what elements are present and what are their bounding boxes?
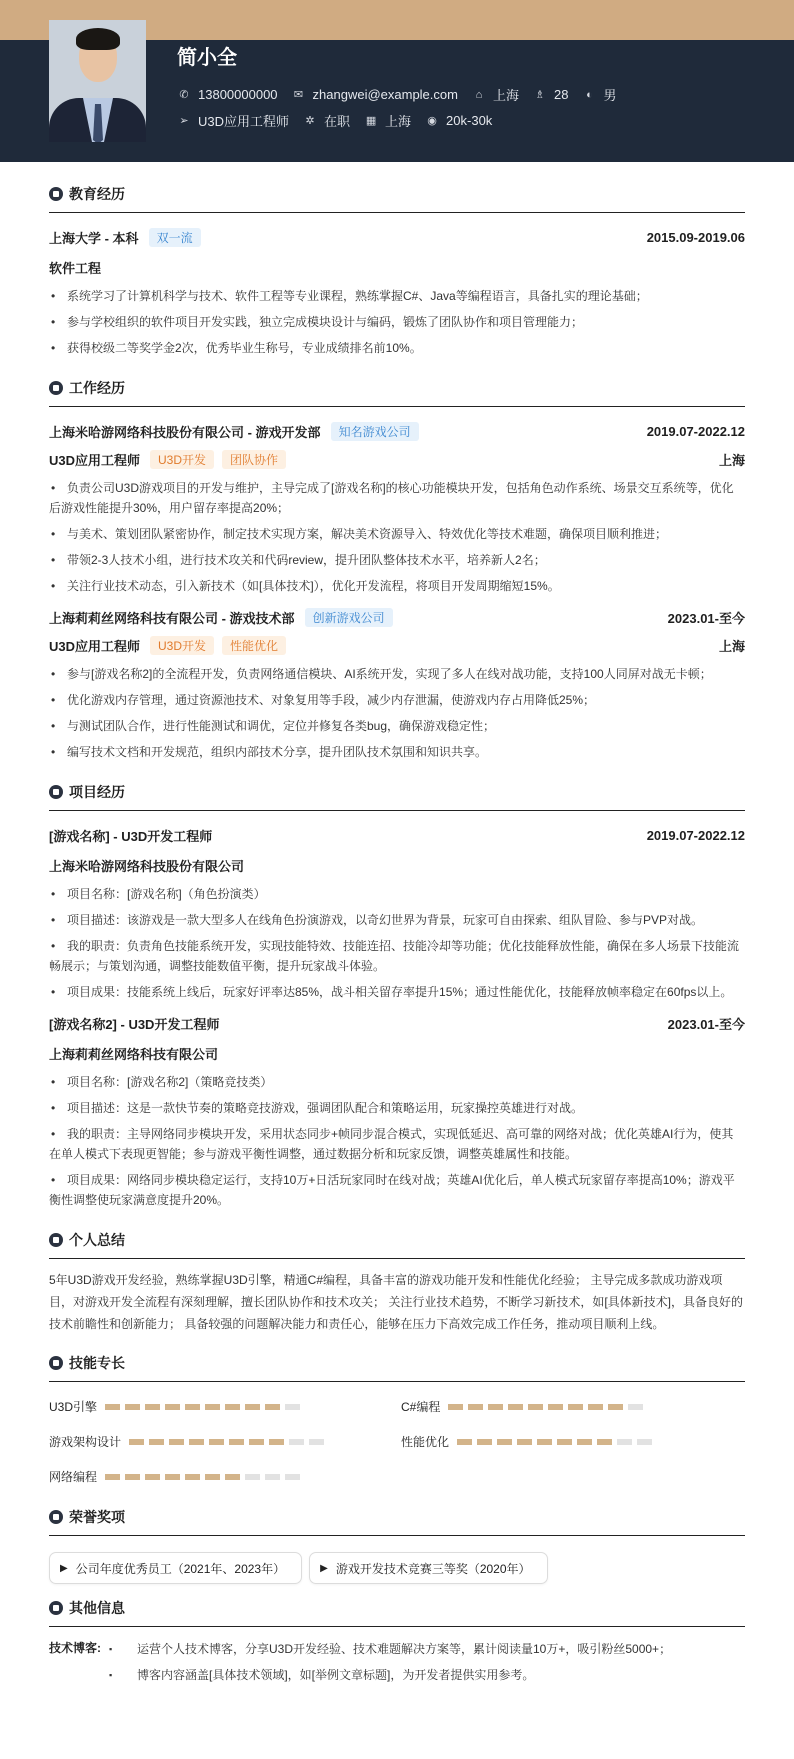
project-header (49, 824, 745, 846)
salary: 20k-30k (446, 113, 493, 128)
job-header (49, 606, 745, 628)
project-company: 上海米哈游网络科技股份有限公司 (49, 858, 245, 874)
skill-tag: 团队协作 (222, 450, 286, 469)
company: 上海莉莉丝网络科技有限公司 - 游戏技术部 (49, 610, 295, 626)
section-title: 教育经历 (49, 184, 745, 213)
skill-item: U3D引擎 (49, 1398, 401, 1415)
home-icon: ⌂ (475, 88, 483, 101)
email: zhangwei@example.com (312, 87, 458, 102)
list-item: • 项目名称：[游戏名称2]（策略竞技类） (49, 1072, 745, 1092)
list-item: • 优化游戏内存管理，通过资源池技术、对象复用等手段，减少内存泄漏，使游戏内存占用降低25%； (49, 690, 745, 710)
phone-icon: ✆ (179, 89, 189, 101)
skill-item: 性能优化 (401, 1433, 745, 1450)
list-item: • 项目描述：该游戏是一款大型多人在线角色扮演游戏，以奇幻世界为背景，玩家可自由探索、组队冒险、参与PVP对战。 (49, 910, 745, 930)
contact-row (177, 85, 630, 104)
summary-text: 5年U3D游戏开发经验，熟练掌握U3D引擎，精通C#编程，具备丰富的游戏功能开发和性能优化经验； 主导完成多款成功游戏项目，对游戏开发全流程有深刻理解，擅长团队协作和技术攻关； 关注行业技术趋势，不断学习新技术，如[具体新技术]，具备良好的技术前瞻性和创新能力； 具备较强的问题解决能力和责任心，能够在压力下高效完成工作任务，推动项目顺利上线。 (49, 1273, 744, 1331)
city: 上海 (718, 452, 745, 468)
avatar (49, 20, 146, 142)
awards-list (49, 1552, 745, 1584)
list-item: • 负责公司U3D游戏项目的开发与维护，主导完成了[游戏名称]的核心功能模块开发，包括角色动作系统、场景交互系统等，优化后游戏性能提升30%，用户留存率提高20%； (49, 478, 745, 518)
skills-grid (49, 1398, 745, 1485)
role-row (49, 448, 745, 470)
section-title: 个人总结 (49, 1230, 745, 1259)
tech-blog (49, 1639, 745, 1691)
list-item: • 项目名称：[游戏名称]（角色扮演类） (49, 884, 745, 904)
status-icon: ✲ (305, 115, 315, 127)
job-bullets (49, 664, 745, 762)
section-title: 工作经历 (49, 378, 745, 407)
skill-level (129, 1439, 329, 1445)
job-intent-row (177, 111, 506, 130)
building-icon: ▦ (365, 115, 377, 127)
list-item: • 与美术、策划团队紧密协作，制定技术实现方案，解决美术资源导入、特效优化等技术难题，确保项目顺利推进； (49, 524, 745, 544)
section-title: 项目经历 (49, 782, 745, 811)
list-item: ▪ 博客内容涵盖[具体技术领域]，如[举例文章标题]，为开发者提供实用参考。 (105, 1665, 671, 1685)
list-item: • 带领2-3人技术小组，进行技术攻关和代码review，提升团队整体技术水平，培养新人2名； (49, 550, 745, 570)
triangle-icon: ▶ (320, 1562, 328, 1574)
list-item: • 参与学校组织的软件项目开发实践，独立完成模块设计与编码，锻炼了团队协作和项目管理能力； (49, 312, 745, 332)
job-status: 在职 (324, 114, 351, 129)
award-item: ▶ 公司年度优秀员工（2021年、2023年） (49, 1552, 302, 1584)
award-item: ▶ 游戏开发技术竞赛三等奖（2020年） (309, 1552, 547, 1584)
skill-item: 网络编程 (49, 1468, 401, 1485)
project-name: [游戏名称2] - U3D开发工程师 (49, 1016, 220, 1032)
list-item: • 项目成果：技能系统上线后，玩家好评率达85%，战斗相关留存率提升15%；通过性能优化，技能释放帧率稳定在60fps以上。 (49, 982, 745, 1002)
chart-icon (49, 1356, 63, 1370)
phone: 13800000000 (198, 87, 278, 102)
company-tag: 创新游戏公司 (305, 608, 393, 627)
role: U3D应用工程师 (49, 638, 141, 654)
school: 上海大学 - 本科 (49, 230, 139, 246)
period: 2019.07-2022.12 (646, 827, 745, 843)
skill-level (105, 1404, 305, 1410)
education-bullets (49, 286, 745, 358)
project-name: [游戏名称] - U3D开发工程师 (49, 828, 213, 844)
mail-icon: ✉ (293, 89, 304, 101)
major: 软件工程 (49, 260, 102, 276)
skill-item: C#编程 (401, 1398, 745, 1415)
summary-section (49, 1230, 745, 1335)
other-section (49, 1598, 745, 1691)
skill-tag: U3D开发 (150, 450, 214, 469)
section-title: 其他信息 (49, 1598, 745, 1627)
company: 上海米哈游网络科技股份有限公司 - 游戏开发部 (49, 424, 321, 440)
school-tag: 双一流 (149, 228, 201, 247)
gender: 男 (603, 88, 617, 103)
job-bullets (49, 478, 745, 596)
target-city: 上海 (385, 114, 412, 129)
list-item: • 编写技术文档和开发规范，组织内部技术分享，提升团队技术氛围和知识共享。 (49, 742, 745, 762)
user-icon (49, 1233, 63, 1247)
project-company: 上海莉莉丝网络科技有限公司 (49, 1046, 219, 1062)
section-title: 技能专长 (49, 1353, 745, 1382)
list-item: • 获得校级二等奖学金2次，优秀毕业生称号，专业成绩排名前10%。 (49, 338, 745, 358)
skill-level (457, 1439, 657, 1445)
role-row (49, 634, 745, 656)
period: 2015.09-2019.06 (646, 229, 745, 245)
briefcase-icon (49, 381, 63, 395)
salary-icon: ◉ (427, 115, 437, 127)
list-item: • 我的职责：负责角色技能系统开发，实现技能特效、技能连招、技能冷却等功能；优化技能释放性能，确保在多人场景下技能流畅展示；与策划沟通，调整技能数值平衡，提升玩家战斗体验。 (49, 936, 745, 976)
awards-section (49, 1507, 745, 1584)
award-icon (49, 1510, 63, 1524)
section-title: 荣誉奖项 (49, 1507, 745, 1536)
candidate-name: 简小全 (177, 47, 237, 69)
cake-icon: ♗ (535, 89, 545, 101)
skills-section (49, 1353, 745, 1485)
job-title: U3D应用工程师 (198, 114, 290, 129)
list-item: • 关注行业技术动态，引入新技术（如[具体技术]），优化开发流程，将项目开发周期缩短15%。 (49, 576, 745, 596)
skill-level (105, 1474, 305, 1480)
list-item: • 我的职责：主导网络同步模块开发，采用状态同步+帧同步混合模式，实现低延迟、高可靠的网络对战；优化英雄AI行为，使其在单人模式下表现更智能；参与游戏平衡性调整，通过数据分析和玩家反馈，调整英雄属性和技能。 (49, 1124, 745, 1164)
list-item: ▪ 运营个人技术博客，分享U3D开发经验、技术难题解决方案等，累计阅读量10万+，吸引粉丝5000+； (105, 1639, 671, 1659)
skill-tag: 性能优化 (222, 636, 286, 655)
list-item: • 项目描述：这是一款快节奏的策略竞技游戏，强调团队配合和策略运用，玩家操控英雄进行对战。 (49, 1098, 745, 1118)
period: 2023.01-至今 (667, 610, 745, 626)
skill-item: 游戏架构设计 (49, 1433, 401, 1450)
role: U3D应用工程师 (49, 452, 141, 468)
gender-icon: ◐ (586, 88, 593, 101)
grid-icon (49, 785, 63, 799)
triangle-icon: ▶ (60, 1562, 68, 1574)
project-header (49, 1012, 745, 1034)
project-bullets (49, 884, 745, 1002)
project-bullets (49, 1072, 745, 1210)
period: 2019.07-2022.12 (646, 423, 745, 439)
info-icon (49, 1601, 63, 1615)
skill-level (448, 1404, 648, 1410)
location: 上海 (492, 88, 519, 103)
work-section (49, 378, 745, 762)
send-icon: ➢ (179, 115, 189, 127)
city: 上海 (718, 638, 745, 654)
list-item: • 参与[游戏名称2]的全流程开发，负责网络通信模块、AI系统开发，实现了多人在线对战功能，支持100人同屏对战无卡顿； (49, 664, 745, 684)
job-header (49, 420, 745, 442)
graduation-icon (49, 187, 63, 201)
education-entry-header (49, 226, 745, 248)
education-section (49, 184, 745, 358)
list-item: • 与测试团队合作，进行性能测试和调优，定位并修复各类bug，确保游戏稳定性； (49, 716, 745, 736)
other-label: 技术博客: (49, 1641, 101, 1655)
list-item: • 系统学习了计算机科学与技术、软件工程等专业课程，熟练掌握C#、Java等编程语言，具备扎实的理论基础； (49, 286, 745, 306)
period: 2023.01-至今 (667, 1016, 745, 1032)
company-tag: 知名游戏公司 (331, 422, 419, 441)
age: 28 (553, 87, 569, 102)
list-item: • 项目成果：网络同步模块稳定运行，支持10万+日活玩家同时在线对战；英雄AI优化后，单人模式玩家留存率提高10%；游戏平衡性调整使玩家满意度提升20%。 (49, 1170, 745, 1210)
skill-tag: U3D开发 (150, 636, 214, 655)
projects-section (49, 782, 745, 1210)
